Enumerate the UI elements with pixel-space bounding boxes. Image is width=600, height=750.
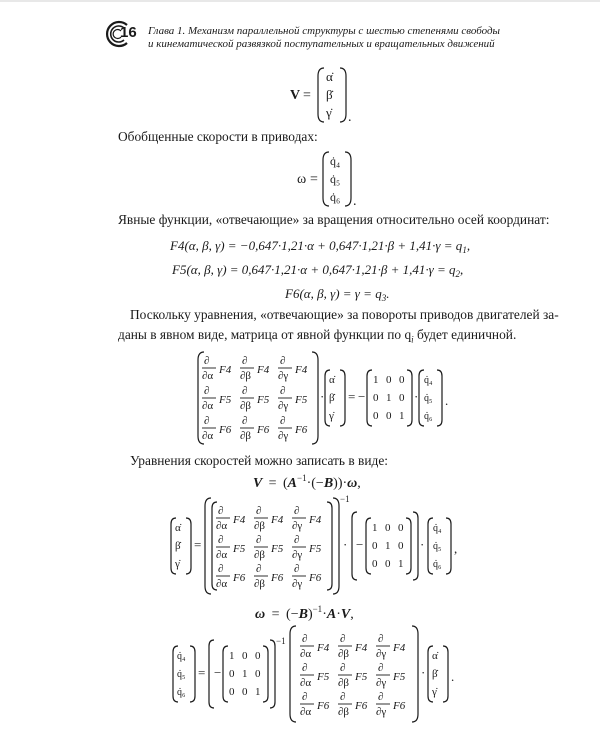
svg-text:α̇: α̇: [432, 650, 438, 662]
svg-text:0: 0: [229, 686, 235, 698]
svg-text:β̇: β̇: [175, 540, 181, 552]
svg-text:0: 0: [398, 540, 404, 552]
vec-alpha-dot: α̇: [326, 69, 333, 84]
svg-text:1: 1: [385, 540, 391, 552]
svg-text:F5: F5: [393, 671, 406, 683]
svg-text:F5: F5: [295, 394, 308, 406]
svg-text:∂α: ∂α: [300, 677, 312, 689]
svg-text:.: .: [451, 669, 455, 684]
svg-text:F6: F6: [295, 424, 308, 436]
svg-text:F4: F4: [219, 364, 232, 376]
svg-text:1: 1: [242, 668, 248, 680]
svg-text:∂α: ∂α: [216, 549, 228, 561]
svg-text:0: 0: [255, 650, 261, 662]
svg-text:F4: F4: [393, 642, 406, 654]
paragraph-since-line-1: Поскольку уравнения, «отвечающие» за повороты приводов двигателей за-: [130, 307, 559, 322]
svg-text:∂: ∂: [294, 534, 300, 546]
svg-text:F5: F5: [309, 543, 322, 555]
equation-velocity-solved: [168, 494, 468, 598]
eq-f5: F5(α, β, $\gamma) = 0,647\cdot 1,21\cdot\alpha + 0,647\cdot 1,21\cdot\beta + 1,41\cdot\gamma = q_2$,: [172, 262, 464, 279]
svg-text:∂β: ∂β: [240, 400, 252, 412]
equation-omega-vector: [297, 148, 377, 210]
svg-text:·: ·: [343, 537, 348, 552]
svg-text:−: −: [214, 665, 222, 680]
svg-text:0: 0: [255, 668, 261, 680]
svg-text:0: 0: [386, 374, 392, 386]
paragraph-since-line-2: даны в явном виде, матрица от явной функции по $q_i$ будет единичной.: [118, 327, 517, 345]
svg-text:0: 0: [386, 410, 392, 422]
svg-text:∂β: ∂β: [338, 648, 350, 660]
svg-text:∂α: ∂α: [300, 706, 312, 718]
svg-text:q̇₄: q̇₄: [433, 523, 442, 534]
svg-text:∂: ∂: [218, 534, 224, 546]
svg-text:ω = (−B)−1·A·V,: ω = $(-B)^{-1}\cdot A\cdot V$,: [255, 604, 354, 622]
svg-text:q̇₅: q̇₅: [177, 669, 186, 680]
svg-text:F6: F6: [271, 572, 284, 584]
svg-text:∂γ: ∂γ: [292, 549, 303, 561]
svg-text:q̇₄: q̇₄: [177, 651, 186, 662]
svg-text:∂: ∂: [204, 415, 210, 427]
svg-text:F6: F6: [233, 572, 246, 584]
svg-text:1: 1: [373, 374, 379, 386]
svg-text:F6: F6: [355, 700, 368, 712]
equation-V-vector: [290, 64, 370, 126]
svg-text:γ̇: γ̇: [432, 686, 437, 698]
svg-text:1: 1: [399, 410, 405, 422]
svg-text:q̇₅: q̇₅: [433, 541, 442, 552]
svg-text:∂: ∂: [256, 534, 262, 546]
vec-q4-dot: q̇₄: [330, 154, 341, 168]
svg-text:∂α: ∂α: [300, 648, 312, 660]
vec-beta-dot: β̇: [326, 87, 333, 102]
svg-text:0: 0: [242, 650, 248, 662]
svg-text:∂β: ∂β: [240, 430, 252, 442]
svg-text:F5: F5: [233, 543, 246, 555]
svg-text:0: 0: [372, 540, 378, 552]
svg-text:∂: ∂: [294, 563, 300, 575]
svg-text:∂β: ∂β: [254, 520, 266, 532]
svg-text:γ̇: γ̇: [175, 558, 180, 570]
svg-text:F6: F6: [309, 572, 322, 584]
svg-text:∂α: ∂α: [216, 578, 228, 590]
svg-text:·: ·: [414, 389, 419, 404]
svg-text:∂: ∂: [294, 505, 300, 517]
vec-gamma-dot: γ̇: [326, 105, 332, 120]
running-head-line-1: Глава 1. Механизм параллельной структуры с шестью степенями свободы: [148, 25, 500, 37]
svg-text:∂α: ∂α: [202, 400, 214, 412]
svg-text:∂: ∂: [378, 662, 384, 674]
svg-text:.: .: [348, 110, 352, 125]
svg-text:∂: ∂: [256, 563, 262, 575]
eq-V-lhs: V: [290, 88, 301, 103]
svg-text:∂: ∂: [242, 385, 248, 397]
svg-text:−: −: [358, 389, 366, 404]
svg-text:,: ,: [454, 541, 458, 556]
svg-text:F6: F6: [257, 424, 270, 436]
svg-text:α̇: α̇: [175, 522, 181, 534]
equations-explicit-functions: [170, 232, 500, 304]
svg-text:−1: −1: [276, 636, 286, 646]
svg-text:0: 0: [399, 374, 405, 386]
svg-text:∂: ∂: [302, 662, 308, 674]
svg-text:1: 1: [372, 522, 378, 534]
svg-text:F5: F5: [271, 543, 284, 555]
running-head: [148, 25, 528, 51]
svg-text:F5: F5: [355, 671, 368, 683]
svg-text:F6: F6: [219, 424, 232, 436]
svg-text:1: 1: [386, 392, 392, 404]
svg-text:F4: F4: [271, 514, 284, 526]
svg-text:q̇₆: q̇₆: [433, 559, 442, 570]
svg-text:∂β: ∂β: [338, 706, 350, 718]
paragraph-generalized: Обобщенные скорости в приводах:: [118, 129, 318, 144]
svg-text:∂: ∂: [242, 415, 248, 427]
svg-text:∂: ∂: [340, 633, 346, 645]
svg-text:−: −: [356, 537, 364, 552]
svg-text:0: 0: [242, 686, 248, 698]
svg-text:∂: ∂: [280, 385, 286, 397]
paragraph-velocity: Уравнения скоростей можно записать в виде:: [130, 453, 388, 468]
svg-text:∂α: ∂α: [202, 370, 214, 382]
svg-text:=: =: [198, 665, 206, 680]
svg-text:∂β: ∂β: [240, 370, 252, 382]
svg-text:V = (A−1·(−B))·ω,: V = $(A^{-1}\cdot(-B))\cdot\omega$,: [253, 473, 361, 491]
svg-text:0: 0: [373, 410, 379, 422]
svg-text:0: 0: [399, 392, 405, 404]
svg-text:·: ·: [421, 665, 426, 680]
vec-q5-dot: q̇₅: [330, 172, 341, 186]
svg-text:q̇₆: q̇₆: [177, 687, 186, 698]
svg-text:∂: ∂: [280, 415, 286, 427]
eq-omega-lhs: ω: [297, 172, 307, 187]
svg-text:∂γ: ∂γ: [376, 706, 387, 718]
svg-text:q̇₆: q̇₆: [424, 411, 433, 422]
svg-text:q̇₄: q̇₄: [424, 375, 433, 386]
eq-V-equals: =: [303, 88, 311, 103]
svg-text:1: 1: [229, 650, 235, 662]
svg-text:.: .: [445, 393, 449, 408]
svg-text:q̇₅: q̇₅: [424, 393, 433, 404]
svg-text:β̇: β̇: [329, 392, 335, 404]
svg-text:0: 0: [372, 558, 378, 570]
svg-text:−1: −1: [340, 494, 350, 504]
svg-text:F6: F6: [317, 700, 330, 712]
page-number: 16: [120, 24, 137, 41]
svg-text:∂: ∂: [378, 633, 384, 645]
svg-text:F5: F5: [219, 394, 232, 406]
eq-f4: F4(α, β, $\gamma) = -0,647\cdot 1,21\cdot\alpha + 0,647\cdot 1,21\cdot\beta + 1,41\cdot\gamma = q_1$,: [170, 238, 471, 255]
svg-text:0: 0: [385, 522, 391, 534]
svg-text:∂: ∂: [378, 691, 384, 703]
svg-text:F4: F4: [309, 514, 322, 526]
svg-text:∂: ∂: [340, 662, 346, 674]
svg-text:∂: ∂: [340, 691, 346, 703]
svg-text:0: 0: [373, 392, 379, 404]
svg-text:·: ·: [320, 389, 325, 404]
svg-text:∂α: ∂α: [216, 520, 228, 532]
svg-text:∂β: ∂β: [254, 578, 266, 590]
svg-text:F4: F4: [233, 514, 246, 526]
svg-text:∂: ∂: [256, 505, 262, 517]
svg-text:∂: ∂: [242, 355, 248, 367]
svg-text:0: 0: [385, 558, 391, 570]
svg-text:∂γ: ∂γ: [292, 578, 303, 590]
svg-text:=: =: [310, 172, 318, 187]
svg-text:0: 0: [229, 668, 235, 680]
svg-text:0: 0: [398, 522, 404, 534]
svg-text:α̇: α̇: [329, 374, 335, 386]
svg-text:F4: F4: [257, 364, 270, 376]
svg-text:=: =: [194, 537, 202, 552]
svg-text:∂γ: ∂γ: [278, 400, 289, 412]
svg-text:F4: F4: [317, 642, 330, 654]
svg-text:1: 1: [398, 558, 404, 570]
svg-text:β̇: β̇: [432, 668, 438, 680]
vec-q6-dot: q̇₆: [330, 190, 341, 204]
svg-text:∂β: ∂β: [254, 549, 266, 561]
eq-f6: F6(α, β, $\gamma) = \gamma = q_3$.: [285, 286, 390, 303]
equation-omega-solved: [170, 622, 470, 726]
svg-text:=: =: [348, 389, 356, 404]
svg-text:·: ·: [420, 537, 425, 552]
svg-text:F4: F4: [355, 642, 368, 654]
equation-V-formula: [253, 470, 383, 494]
svg-text:γ̇: γ̇: [329, 410, 334, 422]
svg-text:∂: ∂: [302, 633, 308, 645]
running-head-line-2: и кинематической развязкой поступательных и вращательных движений: [148, 38, 495, 50]
svg-text:∂: ∂: [204, 385, 210, 397]
svg-text:∂: ∂: [204, 355, 210, 367]
svg-text:F4: F4: [295, 364, 308, 376]
svg-text:∂α: ∂α: [202, 430, 214, 442]
equation-jacobian-identity: [196, 348, 466, 448]
svg-text:∂: ∂: [218, 563, 224, 575]
svg-text:F5: F5: [317, 671, 330, 683]
svg-text:∂: ∂: [302, 691, 308, 703]
scan-edge: [0, 0, 600, 2]
svg-text:∂β: ∂β: [338, 677, 350, 689]
svg-text:F6: F6: [393, 700, 406, 712]
svg-text:.: .: [353, 194, 357, 209]
svg-text:∂: ∂: [280, 355, 286, 367]
svg-text:∂γ: ∂γ: [278, 370, 289, 382]
svg-text:∂γ: ∂γ: [376, 648, 387, 660]
svg-text:F5: F5: [257, 394, 270, 406]
svg-text:∂: ∂: [218, 505, 224, 517]
svg-text:∂γ: ∂γ: [292, 520, 303, 532]
svg-text:∂γ: ∂γ: [376, 677, 387, 689]
paragraph-explicit: Явные функции, «отвечающие» за вращения относительно осей координат:: [118, 212, 550, 227]
svg-text:∂γ: ∂γ: [278, 430, 289, 442]
svg-text:1: 1: [255, 686, 261, 698]
